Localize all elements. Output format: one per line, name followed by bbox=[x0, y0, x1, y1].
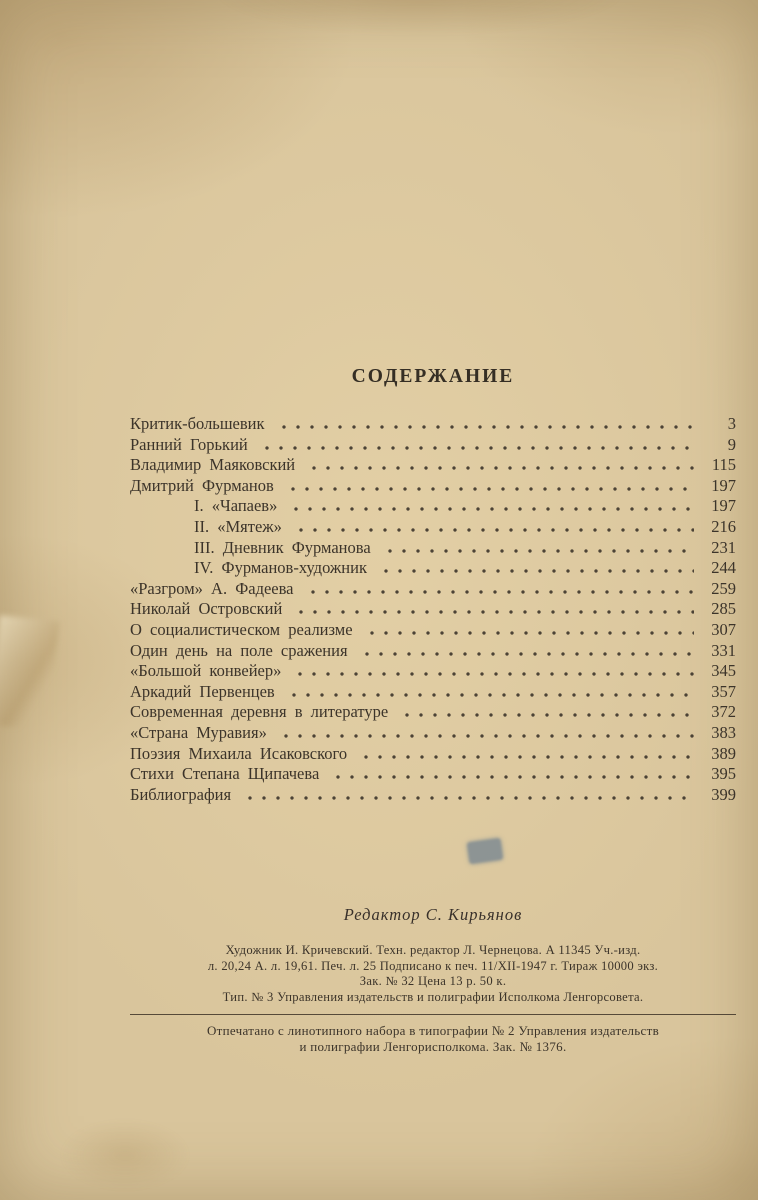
toc-entry bbox=[130, 641, 736, 662]
toc-entry-label: Аркадий Первенцев bbox=[130, 681, 275, 701]
toc-entry bbox=[130, 599, 736, 620]
toc-entry-label: «Большой конвейер» bbox=[130, 661, 282, 681]
toc-entry-page: 399 bbox=[711, 784, 736, 804]
dot-leader bbox=[357, 744, 694, 765]
toc-entry-label: Один день на поле сражения bbox=[130, 640, 348, 660]
toc-entry-label: Поэзия Михаила Исаковского bbox=[130, 743, 348, 763]
dot-leader bbox=[241, 785, 694, 806]
dot-leader bbox=[377, 558, 694, 579]
printing-line: Отпечатано с линотипного набора в типографии № 2 Управления издательств bbox=[206, 1023, 660, 1039]
toc-entry bbox=[130, 785, 736, 806]
toc-entry-page: 197 bbox=[711, 475, 736, 495]
dot-leader bbox=[329, 764, 694, 785]
toc-entry bbox=[130, 455, 736, 476]
toc-entry bbox=[130, 538, 736, 559]
toc-entry-page: 357 bbox=[711, 681, 736, 701]
toc-entry bbox=[130, 744, 736, 765]
toc-entry-label: О социалистическом реализме bbox=[130, 619, 353, 639]
paper-stain bbox=[60, 1120, 190, 1190]
toc-entry bbox=[130, 682, 736, 703]
dot-leader bbox=[287, 496, 694, 517]
toc-entry bbox=[130, 435, 736, 456]
dot-leader bbox=[285, 682, 694, 703]
toc-entry-page: 389 bbox=[711, 743, 736, 763]
toc-entry-page: 3 bbox=[727, 414, 736, 433]
toc-entry-label: Стихи Степана Щипачева bbox=[130, 764, 320, 784]
toc-entry bbox=[130, 558, 736, 579]
printing-line: и полиграфии Ленгорисполкома. Зак. № 1376. bbox=[299, 1039, 567, 1055]
toc-entry bbox=[130, 579, 736, 600]
toc-entry bbox=[130, 476, 736, 497]
toc-entry-page: 331 bbox=[711, 640, 736, 660]
dot-leader bbox=[304, 579, 694, 600]
page-content bbox=[130, 366, 736, 1055]
dot-leader bbox=[291, 661, 694, 682]
dot-leader bbox=[258, 435, 694, 456]
toc-entry-page: 197 bbox=[711, 496, 736, 516]
imprint-line: Тип. № 3 Управления издательств и полиграфии Исполкома Ленгорсовета. bbox=[222, 989, 644, 1004]
toc-entry-label: Владимир Маяковский bbox=[130, 455, 296, 475]
toc-entry-label: III. Дневник Фурманова bbox=[194, 537, 371, 557]
imprint-line: Художник И. Кричевский. Техн. редактор Л. Чернецова. А 11345 Уч.-изд. bbox=[225, 943, 641, 958]
divider-rule bbox=[130, 1014, 736, 1015]
toc-entry bbox=[130, 517, 736, 538]
toc-entry bbox=[130, 620, 736, 641]
toc-entry bbox=[130, 702, 736, 723]
dot-leader bbox=[277, 723, 694, 744]
toc-entry bbox=[130, 414, 736, 435]
toc-entry-label: «Разгром» А. Фадеева bbox=[130, 578, 294, 598]
toc-entry-page: 244 bbox=[711, 558, 736, 578]
imprint-block bbox=[130, 943, 736, 1005]
toc-entry-page: 285 bbox=[711, 599, 736, 619]
page-title: СОДЕРЖАНИЕ bbox=[351, 366, 515, 387]
toc-entry-label: «Страна Муравия» bbox=[130, 722, 267, 742]
toc-entry-page: 383 bbox=[711, 722, 736, 742]
dot-leader bbox=[305, 455, 694, 476]
toc-entry-label: II. «Мятеж» bbox=[194, 516, 282, 536]
dot-leader bbox=[363, 620, 694, 641]
toc-entry-label: Дмитрий Фурманов bbox=[130, 475, 274, 495]
toc-list bbox=[130, 414, 736, 805]
paper-stain bbox=[210, 0, 630, 36]
imprint-line: Зак. № 32 Цена 13 р. 50 к. bbox=[359, 974, 507, 989]
toc-entry-page: 115 bbox=[711, 455, 736, 475]
toc-entry-page: 216 bbox=[711, 516, 736, 536]
toc-entry-label: I. «Чапаев» bbox=[194, 496, 278, 516]
toc-entry-label: Ранний Горький bbox=[130, 434, 248, 454]
imprint-line: л. 20,24 А. л. 19,61. Печ. л. 25 Подписано к печ. 11/XII-1947 г. Тираж 10000 экз. bbox=[207, 958, 659, 973]
editor-line: Редактор С. Кирьянов bbox=[343, 905, 523, 925]
toc-entry-page: 307 bbox=[711, 619, 736, 639]
dot-leader bbox=[358, 641, 694, 662]
paper-crease bbox=[0, 615, 60, 731]
dot-leader bbox=[284, 476, 694, 497]
toc-entry-page: 395 bbox=[711, 764, 736, 784]
toc-entry-label: Николай Островский bbox=[130, 599, 283, 619]
toc-entry-label: Библиография bbox=[130, 784, 232, 804]
colophon bbox=[130, 905, 736, 1055]
toc-entry-label: Современная деревня в литературе bbox=[130, 702, 389, 722]
printing-block bbox=[130, 1023, 736, 1055]
toc-entry bbox=[130, 764, 736, 785]
ink-stamp bbox=[467, 838, 504, 865]
toc-entry-page: 259 bbox=[711, 578, 736, 598]
toc-entry bbox=[130, 661, 736, 682]
toc-entry-page: 9 bbox=[727, 434, 736, 454]
dot-leader bbox=[398, 702, 694, 723]
dot-leader bbox=[292, 599, 694, 620]
toc-entry bbox=[130, 723, 736, 744]
dot-leader bbox=[381, 538, 694, 559]
toc-entry-page: 372 bbox=[711, 702, 736, 722]
dot-leader bbox=[292, 517, 694, 538]
toc-entry-label: IV. Фурманов-художник bbox=[194, 558, 367, 578]
toc-entry bbox=[130, 496, 736, 517]
toc-entry-page: 345 bbox=[711, 661, 736, 681]
toc-entry-page: 231 bbox=[711, 537, 736, 557]
toc-entry-label: Критик-большевик bbox=[130, 414, 265, 433]
dot-leader bbox=[275, 414, 695, 435]
